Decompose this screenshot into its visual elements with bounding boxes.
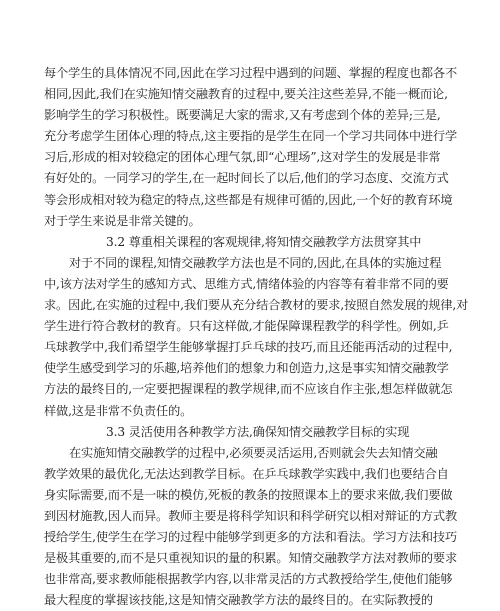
text-line: 到因材施教,因人而异。教师主要是将科学知识和科学研究以相对辩证的方式教 [44, 508, 457, 523]
text-line: 求。因此,在实施的过程中,我们要从充分结合教材的要求,按照自然发展的规律,对 [44, 298, 469, 313]
text-line: 在实施知情交融教学的过程中,必须要灵活运用,否则就会失去知情交融 [69, 445, 438, 460]
text-line: 方法的最终目的,一定要把握课程的教学规律,而不应该自作主张,想怎样做就怎 [44, 382, 453, 397]
text-line: 充分考虑学生团体心理的特点,这主要指的是学生在同一个学习共同体中进行学 [44, 129, 457, 144]
text-line: 最大程度的掌握该技能,这是知情交融教学方法的最终目的。在实际教授的 [44, 593, 433, 608]
text-line: 也非常高,要求教师能根据教学内容,以非常灵活的方式教授给学生,使他们能够 [44, 572, 453, 587]
text-line: 学生进行符合教材的教育。只有这样做,才能保障课程教学的科学性。例如,乒 [44, 319, 449, 334]
text-line: 对于不同的课程,知情交融教学方法也是不同的,因此,在具体的实施过程 [69, 255, 442, 270]
text-line: 相同,因此,我们在实施知情交融教育的过程中,要关注这些差异,不能一概而论, [44, 87, 448, 102]
text-line: 等会形成相对较为稳定的特点,这些都是有规律可循的,因此,一个好的教育环境 [44, 192, 453, 207]
text-line: 中,该方法对学生的感知方式、思维方式,情绪体验的内容等有着非常不同的要 [44, 276, 449, 291]
text-line: 样做,这是非常不负责任的。 [44, 403, 193, 418]
text-line: 乓球教学中,我们希望学生能够掌握打乒乓球的技巧,而且还能再活动的过程中, [44, 340, 453, 355]
paragraph [44, 253, 469, 422]
text-line: 3.3 灵活使用各种教学方法,确保知情交融教学目标的实现 [106, 424, 410, 439]
paragraph [44, 63, 464, 232]
text-line: 身实际需要,而不是一味的模仿,死板的教条的按照课本上的要求来做,我们要做 [44, 487, 453, 502]
section-heading [44, 422, 464, 443]
paragraph [44, 443, 464, 611]
text-line: 教学效果的最优化,无法达到教学目标。在乒乓球教学实践中,我们也要结合自 [44, 466, 449, 481]
text-line: 对于学生来说是非常关键的。 [44, 213, 201, 228]
text-line: 授给学生,使学生在学习的过程中能够学到更多的方法和看法。学习方法和技巧 [44, 530, 457, 545]
text-line: 每个学生的具体情况不同,因此在学习过程中遇到的问题、掌握的程度也都各不 [44, 66, 457, 80]
text-line: 使学生感受到学习的乐趣,培养他们的想象力和创造力,这是事实知情交融教学 [44, 361, 449, 376]
text-line: 影响学生的学习积极性。既要满足大家的需求,又有考虑到个体的差异;三是, [44, 108, 441, 123]
text-line: 有好处的。一同学习的学生,在一起时间长了以后,他们的学习态度、交流方式 [44, 171, 449, 186]
section-heading [44, 232, 464, 253]
text-line: 习后,形成的相对较稳定的团体心理气氛,即“心理场”,这对学生的发展是非常 [44, 150, 441, 165]
text-line: 是极其重要的,而不是只重视知识的量的积累。知情交融教学方法对教师的要求 [44, 551, 457, 566]
text-line: 3.2 尊重相关课程的客观规律,将知情交融教学方法贯穿其中 [106, 234, 422, 249]
document-body [44, 63, 469, 611]
